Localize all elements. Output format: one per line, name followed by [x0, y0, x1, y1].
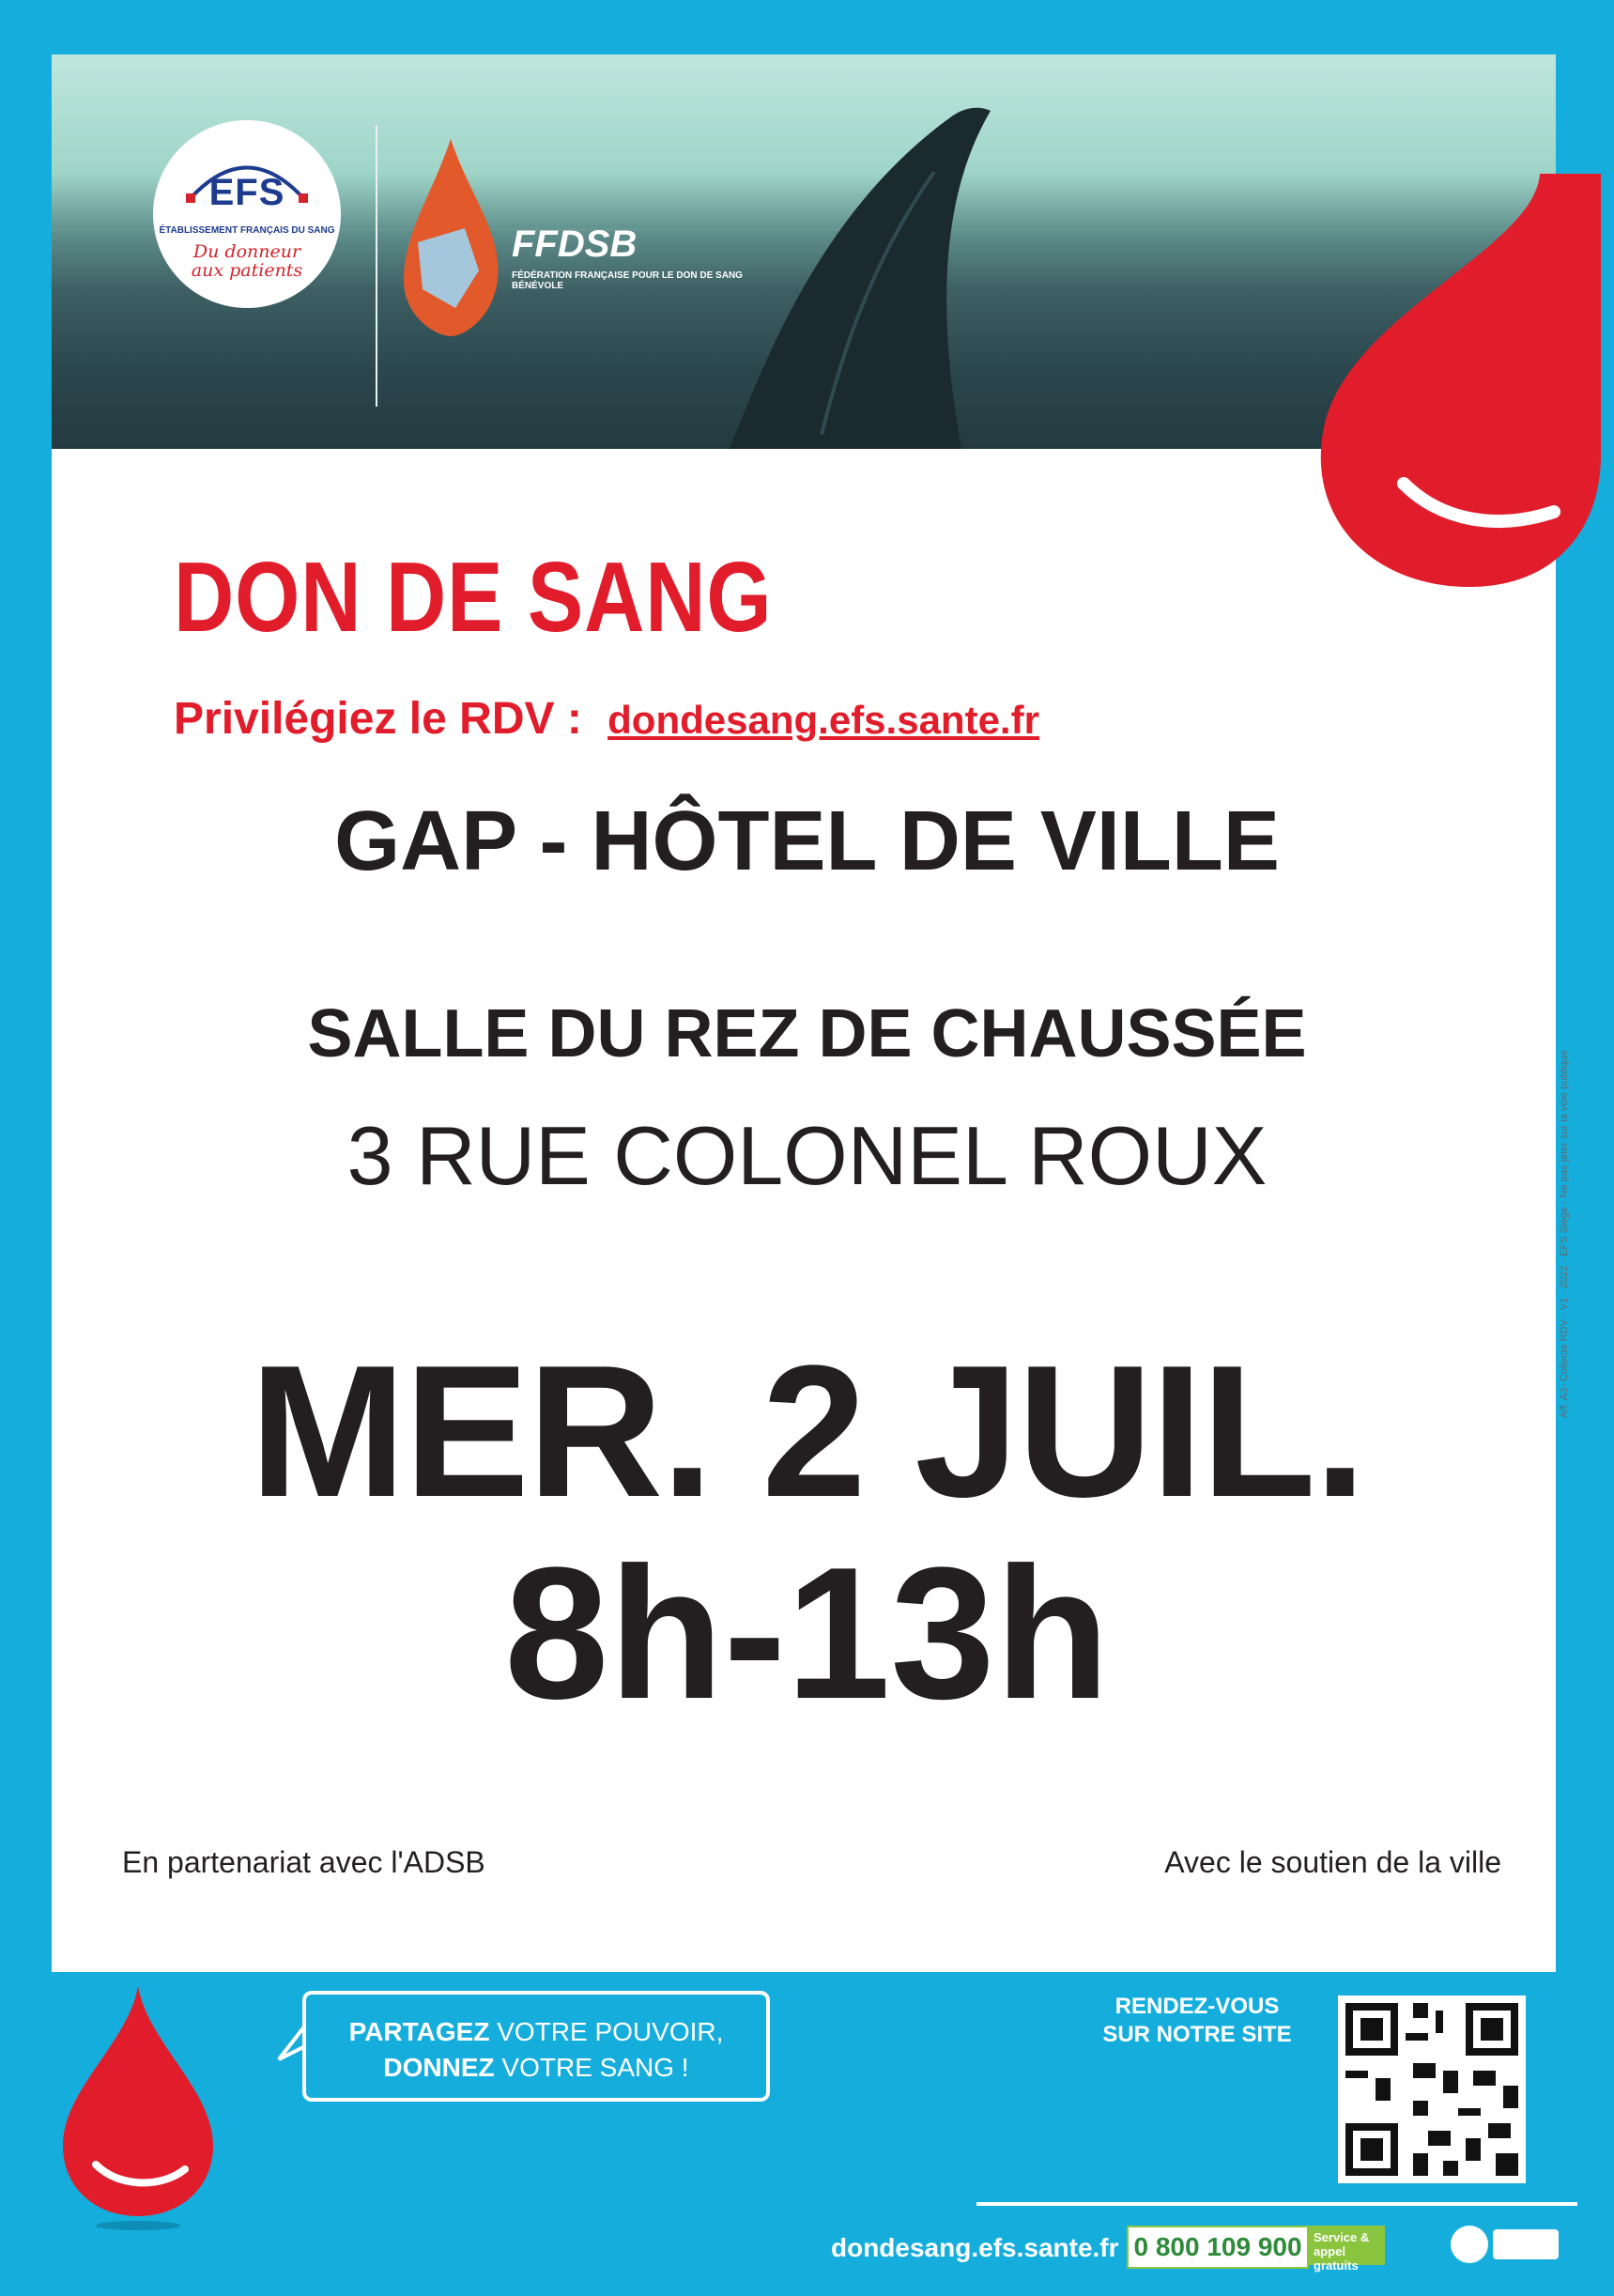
location-city: GAP - HÔTEL DE VILLE [334, 794, 1280, 888]
bubble-line1 [306, 2017, 766, 2047]
location-street: 3 RUE COLONEL ROUX [346, 1109, 1268, 1202]
bubble-bold1: PARTAGEZ [348, 2017, 490, 2046]
efs-logo [153, 120, 341, 308]
rdv-site-line2: SUR NOTRE SITE [1102, 2022, 1292, 2047]
free-line2: gratuits [1314, 2258, 1359, 2273]
footer-divider [976, 2202, 1577, 2206]
bubble-rest1: VOTRE POUVOIR, [489, 2017, 724, 2046]
qr-code-icon[interactable] [1338, 1996, 1526, 2183]
free-line1: Service & appel [1314, 2230, 1370, 2258]
efs-logo-subtitle: ÉTABLISSEMENT FRANÇAIS DU SANG [159, 225, 335, 236]
location-room: SALLE DU REZ DE CHAUSSÉE [307, 996, 1307, 1071]
rdv-link[interactable]: dondesang.efs.sante.fr [607, 698, 1039, 742]
bubble-line2 [306, 2053, 766, 2083]
phone-number[interactable]: 0 800 109 900 [1127, 2226, 1309, 2269]
footer-url[interactable]: dondesang.efs.sante.fr [831, 2233, 1119, 2262]
ffdsb-drop-icon [399, 139, 502, 336]
bubble-rest2: VOTRE SANG ! [494, 2053, 689, 2082]
logo-divider [376, 125, 377, 407]
triman-icon [1451, 2226, 1488, 2263]
partner-text: En partenariat avec l'ADSB [122, 1845, 485, 1879]
blood-drop-icon [1310, 174, 1601, 587]
rdv-line [174, 693, 1039, 745]
ffdsb-logo [399, 139, 775, 364]
speech-bubble [302, 1991, 770, 2102]
smiling-drop-icon [58, 1986, 218, 2230]
free-service-badge [1308, 2226, 1385, 2273]
event-date: MER. 2 JUIL. [249, 1327, 1365, 1536]
ffdsb-logo-subtitle: FÉDÉRATION FRANÇAISE POUR LE DON DE SANG BÉNÉVOLE [512, 270, 743, 291]
ffdsb-logo-text: FFDSB [512, 223, 638, 265]
bubble-bold2: DONNEZ [383, 2053, 495, 2082]
page-title: DON DE SANG [174, 542, 773, 653]
rdv-site-line1: RENDEZ-VOUS [1114, 1994, 1280, 2019]
rdv-site-text [1089, 1993, 1305, 2049]
event-hours: 8h-13h [504, 1529, 1110, 1738]
efs-slogan-line2: aux patients [191, 260, 303, 281]
support-text: Avec le soutien de la ville [1164, 1845, 1501, 1879]
rdv-label: Privilégiez le RDV : [174, 694, 582, 744]
efs-slogan [153, 242, 341, 280]
side-note: Aff. A3- Collecte RDV - V1 - 2022 - EFS Siège - Ne pas jeter sur la voie publique [1559, 1050, 1570, 1418]
recycling-info-icon [1493, 2229, 1559, 2259]
efs-slogan-line1: Du donneur [192, 241, 301, 262]
efs-logo-text: EFS [208, 172, 285, 213]
